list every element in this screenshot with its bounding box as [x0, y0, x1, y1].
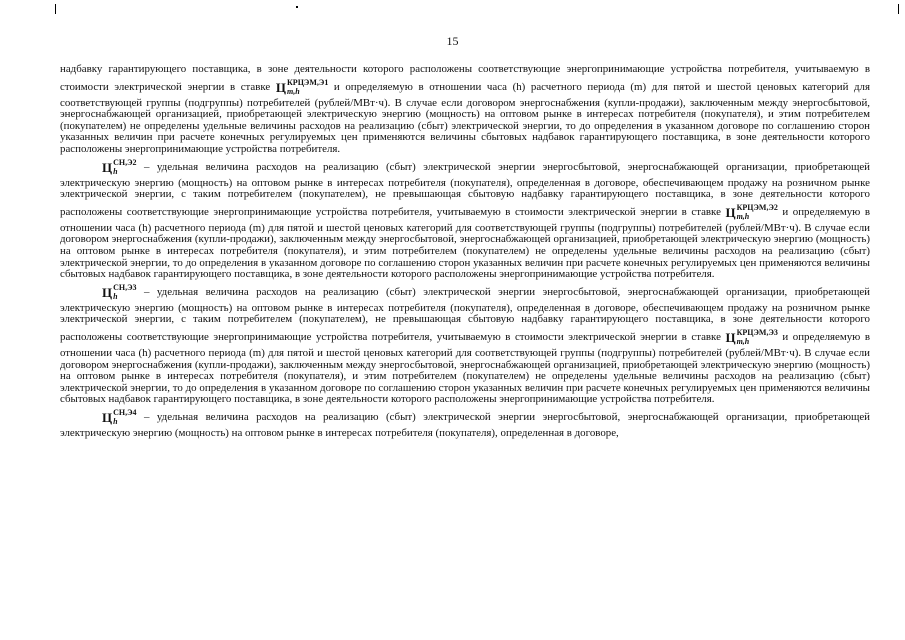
scan-mark-right	[898, 4, 899, 14]
scan-mark-left	[55, 4, 56, 14]
paragraph-3	[60, 281, 870, 406]
document-body	[60, 64, 870, 439]
page-number: 15	[446, 34, 459, 48]
formula-krcem-e2: Ц КРЦЭМ,Э2 m,h	[725, 203, 778, 222]
paragraph-3-text-b: и определяемую в отношении часа (h) расчетного периода (m) для пятой и шестой ценовых категорий для соответствующей группы (подгруппы) потребителей (рублей/МВт·ч). В случае если договором энергоснабжения (купли-продажи), заключенным между энергосбытовой, энергоснабжающей организацией, приобретающей электрическую энергию (мощность) на оптовом рынке в интересах потребителя (покупателя), и этим потребителем (покупателем) не определены удельные величины расходов на реализацию (сбыт) электрической энергии, то до определения в указанном договоре по соглашению сторон указанных величин при расчете конечных регулируемых цен применяются величины сбытовых надбавок гарантирующего поставщика, в зоне деятельности которого расположены энергопринимающие устройства потребителя.	[60, 330, 870, 406]
paragraph-1	[60, 64, 870, 156]
formula-sn-e3: Ц СН,Э3 h	[102, 283, 137, 302]
formula-sn-e2: Ц СН,Э2 h	[102, 158, 137, 177]
paragraph-4-text-a: – удельная величина расходов на реализацию (сбыт) электрической энергии энергосбытовой, энергоснабжающей организации, приобретающей электрическую энергию (мощность) на оптовом рынке в интересах потребителя (покупателя), определенная в договоре,	[60, 410, 870, 439]
paragraph-2-text-a: – удельная величина расходов на реализацию (сбыт) электрической энергии энергосбытовой, энергоснабжающей организации, приобретающей электрическую энергию (мощность) на оптовом рынке в интересах потребителя (покупателя), определенная в договоре, обеспечивающем продажу на розничном рынке электрической энергии, с таким потребителем (покупателем), не превышающая сбытовую надбавку гарантирующего поставщика, в зоне деятельности которого расположены соответствующие энергопринимающие устройства потребителя, учитываемую в стоимости электрической энергии в ставке	[60, 160, 870, 218]
paragraph-1-text-b: и определяемую в отношении часа (h) расчетного периода (m) для пятой и шестой ценовых категорий для соответствующей группы (подгруппы) потребителей (рублей/МВт·ч). В случае если договором энергоснабжения (купли-продажи), заключенным между энергосбытовой, энергоснабжающей организацией, приобретающей электрическую энергию (мощность) на оптовом рынке в интересах потребителя (покупателя), и этим потребителем (покупателем) не определены удельные величины расходов на реализацию (сбыт) электрической энергии, то до определения в указанном договоре по соглашению сторон указанных величин при расчете конечных регулируемых цен применяются величины сбытовых надбавок гарантирующего поставщика, в зоне деятельности которого расположены энергопринимающие устройства потребителя.	[60, 80, 870, 155]
formula-krcem-e1: Ц КРЦЭМ,Э1 m,h	[275, 78, 329, 97]
paragraph-1-text-a: надбавку гарантирующего поставщика, в зоне деятельности которого расположены соответствующие энергопринимающие устройства потребителя, учитываемую в стоимости электрической энергии в ставке	[60, 63, 870, 93]
formula-krcem-e3: Ц КРЦЭМ,Э3 m,h	[725, 328, 778, 347]
paragraph-3-text-a: – удельная величина расходов на реализацию (сбыт) электрической энергии энергосбытовой, энергоснабжающей организации, приобретающей электрическую энергию (мощность) на оптовом рынке в интересах потребителя (покупателя), определенная в договоре, обеспечивающем продажу на розничном рынке электрической энергии, с таким потребителем (покупателем), не превышающая сбытовую надбавку гарантирующего поставщика, в зоне деятельности которого расположены соответствующие энергопринимающие устройства потребителя, учитываемую в стоимости электрической энергии в ставке	[60, 285, 870, 343]
paragraph-4	[60, 406, 870, 440]
formula-sn-e4: Ц СН,Э4 h	[102, 408, 137, 427]
scan-mark-mid	[296, 6, 298, 8]
paragraph-2	[60, 156, 870, 281]
paragraph-2-text-b: и определяемую в отношении часа (h) расчетного периода (m) для пятой и шестой ценовых категорий для соответствующей группы (подгруппы) потребителей (рублей/МВт·ч). В случае если договором энергоснабжения (купли-продажи), заключенным между энергосбытовой, энергоснабжающей организацией, приобретающей электрическую энергию (мощность) на оптовом рынке в интересах потребителя (покупателя), и этим потребителем (покупателем) не определены удельные величины расходов на реализацию (сбыт) электрической энергии, то до определения в указанном договоре по соглашению сторон указанных величин при расчете конечных регулируемых цен применяются величины сбытовых надбавок гарантирующего поставщика, в зоне деятельности которого расположены энергопринимающие устройства потребителя.	[60, 205, 870, 281]
